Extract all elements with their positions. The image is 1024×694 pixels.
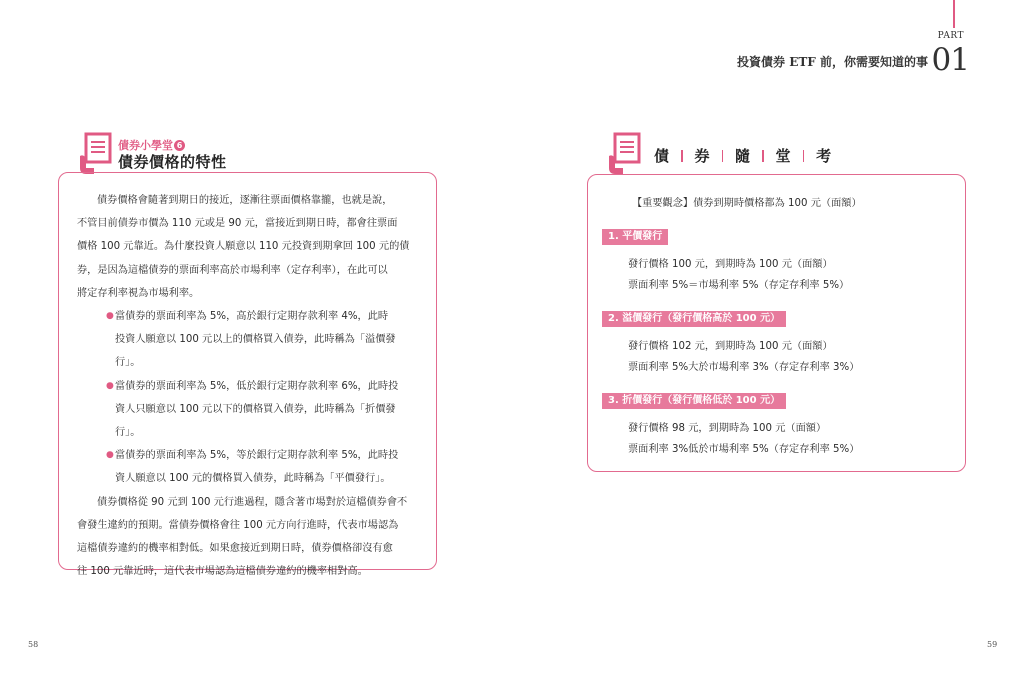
bullet-dot-icon: ●	[106, 450, 114, 461]
section-tag-par: 1. 平價發行	[602, 229, 668, 245]
text-line: 債券價格從 90 元到 100 元行進過程，隱含著市場對於這檔債券會不	[97, 496, 408, 508]
default-risk-paragraph	[77, 491, 420, 584]
section-line: 票面利率 5%＝市場利率 5%（存定存利率 5%）	[628, 280, 850, 291]
key-concept: 【重要觀念】債券到期時價格都為 100 元（面額）	[632, 198, 862, 209]
quiz-content-box	[587, 174, 966, 472]
page-number-right: 59	[987, 640, 998, 649]
lesson-number-badge: 6	[174, 140, 185, 151]
part-number: 01	[931, 42, 969, 78]
title-separator	[681, 150, 683, 162]
chapter-title: 投資債券 ETF 前，你需要知道的事	[737, 55, 928, 69]
issuance-bullet-list	[106, 305, 420, 491]
section-line: 票面利率 3%低於市場利率 5%（存定存利率 5%）	[628, 444, 860, 455]
page-number-left: 58	[28, 640, 39, 649]
section-tag-discount: 3. 折價發行（發行價格低於 100 元）	[602, 393, 786, 409]
lesson-title: 債券價格的特性	[118, 153, 227, 171]
title-separator	[722, 150, 724, 162]
lesson-content-box	[58, 172, 437, 578]
quiz-title-char: 考	[816, 147, 832, 165]
section-tag-premium: 2. 溢價發行（發行價格高於 100 元）	[602, 311, 786, 327]
text-line: 不管目前債券市價為 110 元或是 90 元，當接近到期日時，都會往票面	[77, 218, 398, 230]
clipboard-hand-icon	[74, 132, 114, 176]
header-accent-line	[953, 0, 955, 28]
text-line: 會發生違約的預期。當債券價格會往 100 元方向行進時，代表市場認為	[77, 519, 399, 531]
section-line: 票面利率 5%大於市場利率 3%（存定存利率 3%）	[628, 362, 860, 373]
part-label: PART	[937, 31, 964, 41]
text-line: 債券價格會隨著到期日的接近，逐漸往票面價格靠攏，也就是說，	[97, 195, 393, 206]
quiz-title-char: 堂	[775, 147, 791, 165]
intro-paragraph	[77, 189, 420, 305]
title-separator	[762, 150, 764, 162]
title-separator	[803, 150, 805, 162]
lesson-subtitle-text: 債券小學堂	[118, 139, 173, 152]
text-line: 往 100 元靠近時，這代表市場認為這檔債券違約的機率相對高。	[77, 566, 368, 578]
bullet-item: ● 當債券的票面利率為 5%，高於銀行定期存款利率 4%，此時 投資人願意以 100 元以上的價格買入債券，此時稱為「溢價發 行」。	[115, 305, 420, 375]
quiz-title	[648, 145, 837, 166]
text-line: 這檔債券違約的機率相對低。如果愈接近到期日時，債券價格卻沒有愈	[77, 543, 393, 555]
quiz-title-char: 隨	[735, 147, 751, 165]
section-line: 發行價格 102 元，到期時為 100 元（面額）	[628, 341, 833, 352]
clipboard-hand-icon	[603, 132, 643, 176]
bullet-item: ● 當債券的票面利率為 5%，低於銀行定期存款利率 6%，此時投 資人只願意以 100 元以下的價格買入債券，此時稱為「折價發 行」。	[115, 375, 420, 445]
bullet-dot-icon: ●	[106, 311, 114, 322]
quiz-title-char: 債	[654, 147, 670, 165]
text-line: 價格 100 元靠近。為什麼投資人願意以 110 元投資到期拿回 100 元的債	[77, 241, 410, 253]
section-line: 發行價格 98 元，到期時為 100 元（面額）	[628, 423, 827, 434]
section-line: 發行價格 100 元，到期時為 100 元（面額）	[628, 259, 833, 270]
text-line: 券，是因為這檔債券的票面利率高於市場利率（定存利率），在此可以	[77, 264, 388, 276]
bullet-dot-icon: ●	[106, 380, 114, 391]
text-line: 將定存利率視為市場利率。	[77, 287, 200, 299]
bullet-item: ● 當債券的票面利率為 5%，等於銀行定期存款利率 5%，此時投 資人願意以 100 元的價格買入債券，此時稱為「平價發行」。	[115, 444, 420, 490]
quiz-title-char: 券	[694, 147, 710, 165]
